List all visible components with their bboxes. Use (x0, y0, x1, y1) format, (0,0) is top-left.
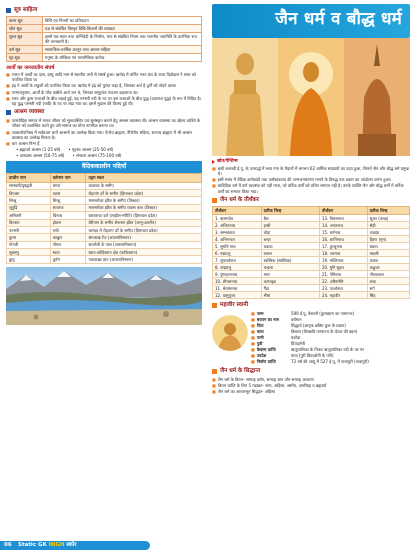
sutra-cell: मनुष्य के लौकिक एवं पारलौकिक कर्तव्य (43, 53, 202, 61)
sutra-cell: शुल्व सूत्र (7, 32, 43, 45)
tirthankar-cell: 8. चन्द्रप्रभु (213, 264, 262, 271)
sources-item (212, 166, 410, 176)
mahavir-fact-key (251, 317, 291, 322)
hero-images (212, 38, 410, 156)
tirthankar-cell: सर्प (367, 285, 409, 292)
aryan-text: भारत में आर्यों का दास, दस्यु आदि नाम से स्थानीय जनों से संघर्ष हुआ। ऋग्वेद में वर्णित भरत वंश के राजा दिवोदास ने शंबर को पराजित किया था (11, 72, 196, 83)
mahavir-fact-key (251, 353, 291, 358)
sutra-row (7, 17, 202, 25)
sutra-cell: कल्प सूत्र (7, 17, 43, 25)
mahavir-fact-label: माता (256, 329, 264, 335)
square-bullet-icon (212, 198, 217, 203)
ashram-heading: आश्रम व्यवस्था (6, 109, 208, 116)
mahavir-fact-key (251, 341, 291, 346)
mahavir-fact (251, 329, 410, 334)
mahavir-heading: महावीर स्वामी (212, 302, 410, 309)
tirthankar-cell: 16. शान्तिनाथ (320, 236, 368, 243)
rivers-cell: शुतुद्रि (7, 204, 51, 211)
tirthankar-cell: 22. अरिष्टनेमि (320, 278, 368, 285)
rivers-cell: सुवास्तु (7, 248, 51, 255)
tirthankar-cell: 1. ऋषभदेव (213, 215, 262, 222)
tirthankar-cell: मगर (261, 271, 319, 278)
rivers-cell: झेलम (50, 219, 86, 226)
mahavir-fact (251, 347, 410, 352)
bullet-icon: ■ (6, 89, 10, 95)
tirthankar-cell: 11. श्रेयांसनाथ (213, 285, 262, 292)
ashram-item: • गृहस्थ आश्रम (25-50 वर्ष) (68, 147, 114, 153)
mahavir-portrait-image (212, 315, 248, 351)
mahavir-fact-label: उपदेश (256, 353, 267, 359)
mahavir-fact-label: जन्म (256, 311, 264, 317)
ashram-bullet (6, 130, 202, 140)
rivers-header: उद्गम स्थल (86, 174, 202, 182)
sutra-table (6, 16, 202, 61)
sources-item (212, 183, 410, 193)
bullet-icon: ■ (251, 335, 255, 341)
left-column (0, 0, 208, 536)
rivers-cell: व्यास (50, 190, 86, 197)
rivers-cell: सरस्वती/दृषद्वती (7, 182, 51, 189)
tirthankar-cell: चकवा (261, 243, 319, 250)
mahavir-fact-label: कैवल्य प्राप्ति (256, 347, 276, 353)
aryan-bullet (6, 72, 202, 82)
sutra-row (7, 32, 202, 45)
tirthankar-cell: 5. सुमति नाथ (213, 243, 262, 250)
chapter-title-bar (212, 4, 410, 38)
siddhant-item (212, 377, 410, 382)
rivers-cell: काबुल (50, 234, 86, 241)
page-footer (0, 536, 416, 554)
rivers-cell: सिन्धु (50, 197, 86, 204)
aryan-text: इंद्र ने आर्यों के शत्रुओं को पराजित किया था। ऋग्वेद में इंद्र को पुरंदर कहा है, जिसका अर्थ है दुर्गों को तोड़ने वाला। (11, 83, 177, 89)
mahavir-fact-label: निर्वाण प्राप्ति (256, 358, 276, 364)
page-number: 06 (4, 541, 12, 548)
bullet-icon: ■ (251, 323, 255, 329)
rivers-row (7, 182, 202, 189)
tirthankar-cell: 3. सम्भवनाथ (213, 229, 262, 236)
mahavir-fact (251, 323, 410, 328)
tirthankar-cell: सिंह (367, 292, 409, 299)
siddhant-item (212, 389, 410, 394)
mahavir-fact-key (251, 329, 291, 334)
sutra-row (7, 45, 202, 53)
tirthankar-cell: 14. अनंतनाथ (320, 222, 368, 229)
rivers-cell: स्वात (50, 248, 86, 255)
rivers-cell: कुभा (7, 234, 51, 241)
ashram-item-row (6, 153, 208, 158)
rivers-cell: मानसरोवर झील के समीप राकस ताल (तिब्बत) (86, 204, 202, 211)
brand-label: Static GK HIGH स्कोर (18, 541, 77, 548)
tirthankar-row (213, 257, 410, 264)
ashram-list (6, 147, 208, 158)
tirthankar-cell: बकरा (367, 243, 409, 250)
tirthankar-header: तीर्थंकर (213, 206, 262, 214)
siddhant-text: जैन धर्म का आधारभूत सिद्धांत- अहिंसा (217, 389, 275, 395)
ashram-item-row (6, 147, 208, 152)
square-bullet-icon (6, 8, 11, 13)
aryan-text: भरत और त्रुत्स राजाओं के बीच लड़ाई हुई, यह परुष्णी नदी के तट पर दस राजाओं के बीच युद्ध (दाशराज्ञ युद्ध) के रूप में विदित है। यह युद्ध परुष्णी नदी (रावी) के तट पर लड़ा गया था। इसमें सुदास की विजय हुई थी। (11, 95, 202, 106)
bullet-icon: ■ (212, 165, 216, 171)
tirthankar-header: प्रतीक चिन्ह (367, 206, 409, 214)
tirthankar-row (213, 215, 410, 222)
tirthankar-cell: बन्दर (261, 236, 319, 243)
bullet-icon: ■ (251, 341, 255, 347)
rivers-cell: मानसरोवर झील के समीप (तिब्बत) (86, 197, 202, 204)
tirthankar-header: तीर्थंकर (320, 206, 368, 214)
rivers-cell: संगलाख रेंज (अफगानिस्तान) (86, 234, 202, 241)
siddhant-text: जैन धर्म के त्रिरत्न- सम्यक् दर्शन, सम्यक् ज्ञान और सम्यक् आचरण (217, 377, 314, 383)
tirthankar-row (213, 236, 410, 243)
sutra-heading: सूत्र साहित्य (6, 7, 208, 14)
aryan-bullet (6, 90, 202, 95)
mahavir-fact-label: पिता (256, 323, 264, 329)
sutra-cell: श्रौत सूत्र (7, 24, 43, 32)
tirthankar-heading: जैन धर्म के तीर्थंकर (212, 197, 410, 204)
sutra-row (7, 53, 202, 61)
bullet-icon: ■ (212, 383, 216, 389)
ashram-text: उत्तरवैदिक समाज में मानव जीवन को सुव्यवस्थित एवं सुसंस्कृत बनाने हेतु आश्रम व्यवस्था थी। आश्रम व्यवस्था का उद्देश्य व्यक्ति के जीवन को व्यवस्थित करते हुए उसे समाज का योग्य नागरिक बनाना था। (11, 118, 201, 129)
tirthankar-cell: सूअर (वराह) (367, 215, 409, 222)
tirthankar-cell: 6. पद्मप्रभु (213, 250, 262, 257)
rivers-cell: सिन्धु (7, 197, 51, 204)
mahavir-fact-label: बचपन का नाम (256, 317, 279, 323)
tirthankar-cell: 9. पुष्पदन्तनाथ (213, 271, 262, 278)
sources-text: ब्यदिदिक धर्म में वर्ण व्यवस्था को नहीं माना, जो वर्तिक वर्णों को प्रचिन समाप्त नहीं है। उनके व्यक्ति जैन और बौद्ध धर्मों में वर्तिक वर्णों का समाप्त किया गया। (217, 183, 404, 194)
tirthankar-cell: गैंडा (261, 285, 319, 292)
tirthankar-row (213, 292, 410, 299)
tirthankar-cell: कल्पवृक्ष (261, 278, 319, 285)
aryan-paragraphs (6, 72, 202, 106)
tirthankar-cell: वज्रदंड (367, 229, 409, 236)
rivers-cell: गोमल (50, 241, 86, 248)
tirthankar-cell: कछुआ (367, 264, 409, 271)
tirthankar-cell: सेही (367, 222, 409, 229)
ashram-text: जाबालोपनिषद में सर्वप्रथम चारों आश्रमों का उल्लेख किया गया। ऐतरेय ब्राह्मण, तैत्तिरीय संहिता, शतपथ ब्राह्मण में भी आश्रम व्यवस्था का उल्लेख मिलता है। (11, 129, 192, 140)
tirthankar-cell: 18. अरनाथ (320, 250, 368, 257)
rivers-row (7, 197, 202, 204)
bullet-icon: ■ (251, 353, 255, 359)
bullet-icon: ■ (212, 377, 216, 383)
mahavir-fact (251, 311, 410, 316)
tirthankar-row (213, 285, 410, 292)
mahavir-fact (251, 335, 410, 340)
sutra-cell: सामाजिक-धार्मिक कानून तथा आचार-संहिता (43, 45, 202, 53)
sutra-cell: यज्ञ से संबंधित विस्तृत विधि-विधानों की व्याख्या (43, 24, 202, 32)
tirthankar-row (213, 243, 410, 250)
tirthankar-row (213, 222, 410, 229)
mahavir-fact (251, 341, 410, 346)
tirthankar-cell: बैल (261, 215, 319, 222)
mahavir-fact-label: पुत्री (256, 341, 263, 347)
rivers-cell: सरतोली के पास (अफगानिस्तान) (86, 241, 202, 248)
rivers-cell: बारालाचा दर्रा (लाहौल-स्पीति) (हिमाचल प्रदेश) (86, 212, 202, 219)
tirthankar-row (213, 229, 410, 236)
bullet-icon: ■ (6, 83, 10, 89)
rivers-cell: असिक्नी (7, 212, 51, 219)
sutra-cell: विधि एवं नियमों का प्रतिपादन (43, 17, 202, 25)
rivers-row (7, 212, 202, 219)
mahavir-fact-value: प्रियदर्शनी (291, 341, 305, 347)
square-bullet-icon (6, 110, 11, 115)
bullet-icon: ■ (251, 358, 255, 364)
vedic-rivers-table (6, 173, 202, 263)
sources-item (212, 177, 410, 182)
bullet-icon: ■ (212, 177, 216, 183)
right-column (208, 0, 416, 536)
bullet-icon: ■ (6, 72, 10, 78)
bullet-icon: ■ (6, 118, 10, 124)
mahavir-fact-key (251, 335, 291, 340)
arrow-icon (212, 160, 215, 164)
tirthankar-cell: 7. सुपार्श्वनाथ (213, 257, 262, 264)
siddhant-item (212, 383, 410, 388)
tirthankar-cell: स्वस्तिक (स्वस्तिक) (261, 257, 319, 264)
aryan-heading: आर्यों का जनजातीय संघर्ष (6, 64, 55, 71)
rivers-cell: रावी (50, 226, 86, 233)
tirthankar-header: प्रतीक चिन्ह (261, 206, 319, 214)
mahavir-fact-value: सिद्धार्थ (ज्ञातृक क्षत्रिय कुल के प्रधान) (291, 323, 346, 329)
mahavir-fact (251, 359, 410, 364)
rivers-cell: परुष्णी (7, 226, 51, 233)
ashram-bullet (6, 118, 202, 128)
rivers-row (7, 190, 202, 197)
rivers-cell: कालका के समीप (86, 182, 202, 189)
rivers-cell: बेरीनाग के समीप शेषनाग झील (जम्मू-कश्मीर) (86, 219, 202, 226)
tirthankar-cell: 23. पार्श्वनाथ (320, 285, 368, 292)
mahavir-fact-value: पावा (पुरी प्रियदर्शनी के पति) (291, 353, 334, 359)
aryan-bullet (6, 83, 202, 88)
tirthankar-cell: 15. धर्मनाथ (320, 229, 368, 236)
rivers-cell: वितस्ता (7, 219, 51, 226)
square-bullet-icon (212, 303, 217, 308)
ashram-text: चार आश्रम निम्न हैं (11, 140, 40, 146)
river-landscape-image (6, 267, 202, 325)
rivers-cell: पकताखा प्रांत (अफगानिस्तान) (86, 256, 202, 263)
sutra-row (7, 24, 202, 32)
rivers-row (7, 204, 202, 211)
mahavir-fact-key (251, 323, 291, 328)
bullet-icon: ■ (6, 140, 10, 146)
vedic-rivers-banner: वैदिककालीन नदियाँ (6, 161, 202, 173)
mahavir-fact-key (251, 359, 291, 364)
siddhant-text: त्रिरत्न प्राप्ति के लिए 5 महाव्रत- सत्य, अहिंसा, अस्तेय, अपरिग्रह व ब्रह्मचर्य (217, 383, 327, 389)
rivers-row (7, 234, 202, 241)
aryan-bullet (6, 96, 202, 106)
mahavir-fact-value: ऋजुपालिका के निकट ऋजुपालिका नदी के तट पर (291, 347, 364, 353)
rivers-header: प्राचीन नाम (7, 174, 51, 182)
bullet-icon: ■ (251, 347, 255, 353)
tirthankar-cell: 13. विमलनाथ (320, 215, 368, 222)
sources-heading: स्रोत/पेन्टिंग्स (212, 159, 410, 165)
ashram-item: • संन्यास आश्रम (75-100 वर्ष) (72, 153, 122, 159)
rivers-cell: चिनाब (50, 212, 86, 219)
tirthankar-cell: 4. अभिनन्दन (213, 236, 262, 243)
chapter-title: जैन धर्म व बौद्ध धर्म (275, 9, 402, 29)
rivers-cell: कुर्रम (50, 256, 86, 263)
tirthankar-cell: हाथी (261, 222, 319, 229)
tirthankar-cell: 10. शीतलनाथ (213, 278, 262, 285)
bullet-icon: ■ (251, 311, 255, 317)
tirthankar-row (213, 278, 410, 285)
ashram-item: • वानप्रस्थ आश्रम (50-75 वर्ष) (16, 153, 65, 159)
rivers-header: वर्तमान नाम (50, 174, 86, 182)
rivers-cell: स्वात-कोहिस्तान क्षेत्र (पाकिस्तान) (86, 248, 202, 255)
rivers-cell: क्रुमु (7, 256, 51, 263)
sources-list (212, 166, 410, 194)
sutra-cell: इसमें यज्ञ स्थल तथा अग्निवेदी के निर्माण, माप से संबंधित नियम तथा भारतीय ज्यामिति के प्रारंभिक रूप की जानकारी है। (43, 32, 202, 45)
bullet-icon: ■ (6, 95, 10, 101)
tirthankar-cell: हिरण (मृग) (367, 236, 409, 243)
tirthankar-cell: 12. वासुपूज्य (213, 292, 262, 299)
tirthankar-cell: शंख (367, 278, 409, 285)
bullet-icon: ■ (212, 389, 216, 395)
tirthankar-cell: मछली (367, 250, 409, 257)
tirthankar-cell: कलश (367, 257, 409, 264)
sutra-cell: गृह सूत्र (7, 53, 43, 61)
mahavir-fact-label: पत्नी (256, 335, 264, 341)
mahavir-fact-key (251, 347, 291, 352)
mahavir-fact (251, 317, 410, 322)
tirthankar-cell: भैंसा (261, 292, 319, 299)
rivers-cell: घग्घर (50, 182, 86, 189)
mahavir-fact (251, 353, 410, 358)
mahavir-fact-value: 72 वर्ष की आयु में 527 ई.पू. में पावापुरी (पावापुरी) (291, 358, 369, 364)
mahavir-fact-value: यशोदा (291, 335, 301, 341)
rivers-cell: गोमती (7, 241, 51, 248)
tirthankar-cell: नीलकमल (367, 271, 409, 278)
bullet-icon: ■ (251, 329, 255, 335)
tirthankar-cell: 19. मल्लिनाथ (320, 257, 368, 264)
aryan-text: परम्परानुसार, आर्यों के पाँच कबीले आर्य जन थे, जिनका समूहपंच पंचजन कहलाता था। (11, 89, 139, 95)
siddhant-list (212, 377, 410, 395)
ashram-bullet (6, 141, 202, 146)
mahavir-fact-value: 599 ई.पू. वैशाली (कुण्डग्राम का नामान्तर) (291, 311, 355, 317)
sources-text: इसी समय में वैदिक कर्मकांडों तथा कर्मकांडवाद की जन्मजन्मांतरण मानने के विरुद्ध एक प्रकार का आंदोलन प्रारंभ हुआ। (217, 177, 392, 183)
bullet-icon: ■ (212, 183, 216, 189)
tirthankar-row (213, 264, 410, 271)
tirthankar-cell: 17. कुन्थुनाथ (320, 243, 368, 250)
tirthankar-table (212, 206, 410, 299)
tirthankar-cell: 20. मुनि सुव्रत (320, 264, 368, 271)
sutra-cell: धर्म सूत्र (7, 45, 43, 53)
square-bullet-icon (212, 369, 217, 374)
tirthankar-cell: 24. महावीर (320, 292, 368, 299)
tirthankar-cell: घोड़ा (261, 229, 319, 236)
mahavir-section (212, 311, 410, 365)
mahavir-fact-value: त्रिशला (लिच्छवि गणराज्य के चेटक की बहन) (291, 329, 358, 335)
siddhant-heading: जैन धर्म के सिद्धान्त (212, 368, 410, 375)
rivers-row (7, 219, 202, 226)
rivers-row (7, 226, 202, 233)
mahavir-facts (251, 311, 410, 365)
rivers-row (7, 248, 202, 255)
rivers-cell: रोहतांग दर्रे के समीप (हिमाचल प्रदेश) (86, 190, 202, 197)
bullet-icon: ■ (251, 317, 255, 323)
ashram-item: • ब्रह्मचर्य आश्रम (1-25 वर्ष) (16, 147, 61, 153)
tirthankar-row (213, 250, 410, 257)
ashram-paragraphs (6, 118, 202, 146)
mahavir-fact-key (251, 311, 291, 316)
mahavir-fact-value: वर्धमान (291, 317, 302, 323)
rivers-cell: विपाशा (7, 190, 51, 197)
bullet-icon: ■ (6, 129, 10, 135)
tirthankar-cell: चन्द्रमा (261, 264, 319, 271)
tirthankar-cell: 21. नेमिनाथ (320, 271, 368, 278)
rivers-row (7, 256, 202, 263)
tirthankar-row (213, 271, 410, 278)
tirthankar-cell: 2. अजितनाथ (213, 222, 262, 229)
rivers-row (7, 241, 202, 248)
sources-text: छठी शताब्दी ई.पू. के उत्तरार्द्ध में मध्य गंगा के मैदानों में लगभग 62 धार्मिक संप्रदायों का उदय हुआ, जिनमें जैन और बौद्ध धर्म प्रमुख थे। (217, 165, 409, 177)
rivers-cell: कांगड़ा में रोहतांग दर्रे के समीप (हिमाचल प्रदेश) (86, 226, 202, 233)
rivers-cell: सतलज (50, 204, 86, 211)
tirthankar-cell: कमल (261, 250, 319, 257)
